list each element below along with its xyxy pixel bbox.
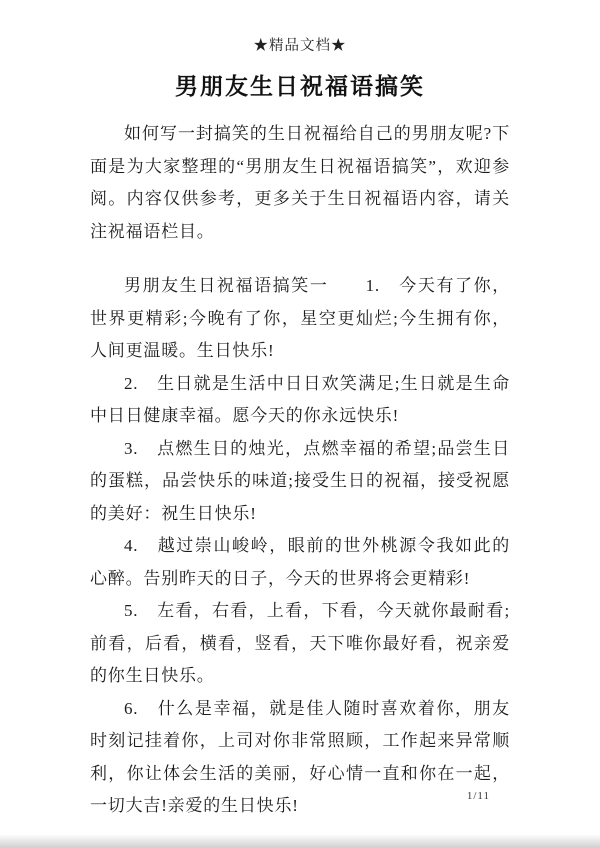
body-paragraph: 5. 左看，右看，上看，下看，今天就你最耐看;前看，后看，横看，竖看，天下唯你最好看，祝亲爱的你生日快乐。 — [90, 601, 510, 685]
doc-content — [90, 118, 510, 823]
page-number: 1/11 — [466, 790, 490, 802]
intro-paragraph: 如何写一封搞笑的生日祝福给自己的男朋友呢?下面是为大家整理的“男朋友生日祝福语搞笑”，欢迎参阅。内容仅供参考，更多关于生日祝福语内容，请关注祝福语栏目。 — [90, 124, 510, 241]
page-bottom-shadow — [0, 834, 600, 848]
body-paragraph: 男朋友生日祝福语搞笑一 1. 今天有了你，世界更精彩;今晚有了你，星空更灿烂;今生拥有你，人间更温暖。生日快乐! — [90, 276, 510, 360]
wishes-section — [90, 270, 510, 823]
body-paragraph: 3. 点燃生日的烛光，点燃幸福的希望;品尝生日的蛋糕，品尝快乐的味道;接受生日的祝福，接受祝愿的美好：祝生日快乐! — [90, 438, 510, 523]
doc-title: 男朋友生日祝福语搞笑 — [175, 74, 425, 99]
doc-header-banner: ★精品文档★ — [253, 38, 347, 54]
body-paragraph: 6. 什么是幸福，就是佳人随时喜欢着你，朋友时刻记挂着你，上司对你非常照顾，工作起来异常顺利，你让体会生活的美丽，好心情一直和你在一起，一切大吉!亲爱的生日快乐! — [90, 698, 510, 815]
body-paragraph: 2. 生日就是生活中日日欢笑满足;生日就是生命中日日健康幸福。愿今天的你永远快乐! — [90, 373, 510, 425]
body-paragraph: 4. 越过崇山峻岭，眼前的世外桃源令我如此的心醉。告别昨天的日子，今天的世界将会更精彩! — [90, 536, 510, 588]
